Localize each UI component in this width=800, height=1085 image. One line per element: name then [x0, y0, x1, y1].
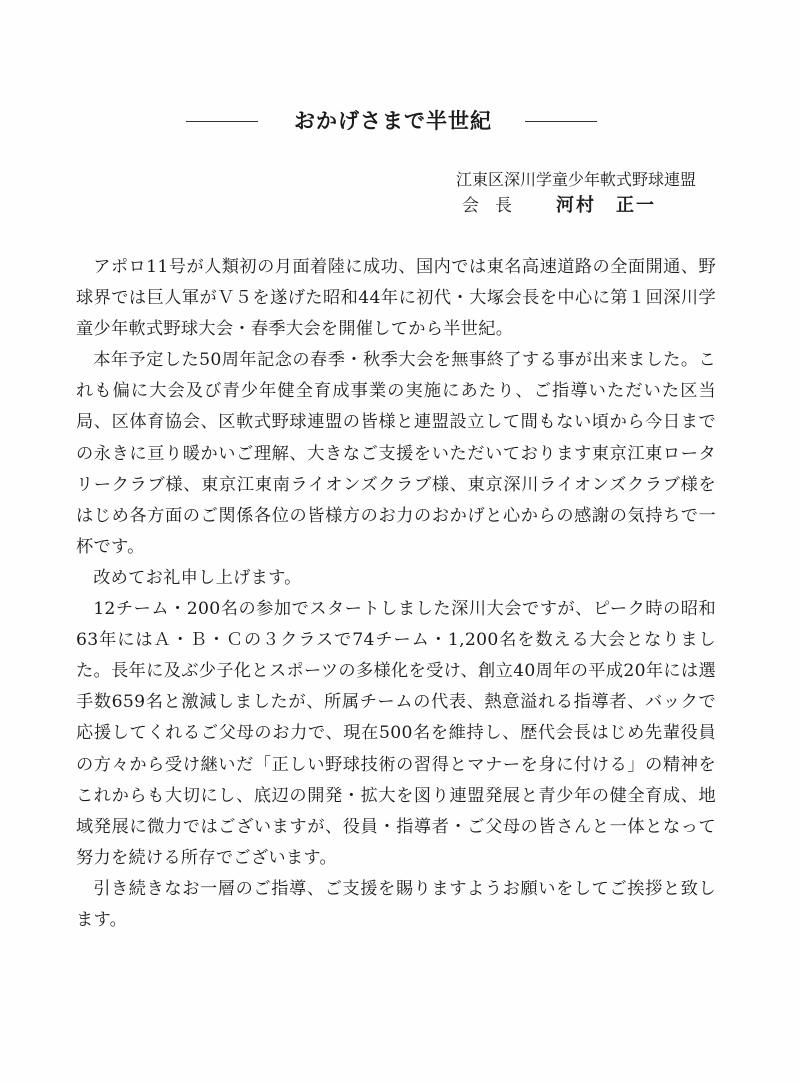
author-name: 河村 正一 — [556, 195, 656, 216]
paragraph: 引き続きなお一層のご指導、ご支援を賜りますようお願いをしてご挨拶と致します。 — [76, 878, 716, 930]
page-title: おかげさまで半世紀 — [294, 108, 492, 133]
paragraph: 本年予定した50周年記念の春季・秋季大会を無事終了する事が出来ました。これも偏に大会及び青少年健全育成事業の実施にあたり、ご指導いただいた区当局、区体育協会、区軟式野球連盟の皆様と連盟設立して間もない頃から今日までの永きに亘り暖かいご理解、大きなご支援をいただいております東京江東ロータリークラブ様、東京江東南ライオンズクラブ様、東京深川ライオンズクラブ様をはじめ各方面のご関係各位の皆様方のお力のおかげと心からの感謝の気持ちで一杯です。 — [76, 350, 716, 557]
author-role: 会長 — [462, 196, 528, 216]
paragraph: 12チーム・200名の参加でスタートしました深川大会ですが、ピーク時の昭和63年にはＡ・Ｂ・Ｃの３クラスで74チーム・1,200名を数える大会となりました。長年に及ぶ少子化とスポーツの多様化を受け、創立40周年の平成20年には選手数659名と激減しましたが、所属チームの代表、熱意溢れる指導者、バックで応援してくれるご父母のお力で、現在500名を維持し、歴代会長はじめ先輩役員の方々から受け継いだ「正しい野球技術の習得とマナーを身に付ける」の精神をこれからも大切にし、底辺の開発・拡大を図り連盟発展と青少年の健全育成、地域発展に微力ではございますが、役員・指導者・ご父母の皆さんと一体となって努力を続ける所存でございます。 — [76, 599, 716, 868]
paragraph: アポロ11号が人類初の月面着陸に成功、国内では東名高速道路の全面開通、野球界では巨人軍がＶ５を遂げた昭和44年に初代・大塚会長を中心に第１回深川学童少年軟式野球大会・春季大会を開催してから半世紀。 — [76, 257, 716, 340]
author-organization: 江東区深川学童少年軟式野球連盟 — [455, 170, 696, 189]
author-line — [462, 192, 702, 220]
title-rule-right — [525, 121, 597, 122]
body-text — [76, 252, 716, 936]
title-rule-left — [186, 121, 258, 122]
paragraph: 改めてお礼申し上げます。 — [93, 567, 302, 588]
title-row — [0, 106, 800, 136]
